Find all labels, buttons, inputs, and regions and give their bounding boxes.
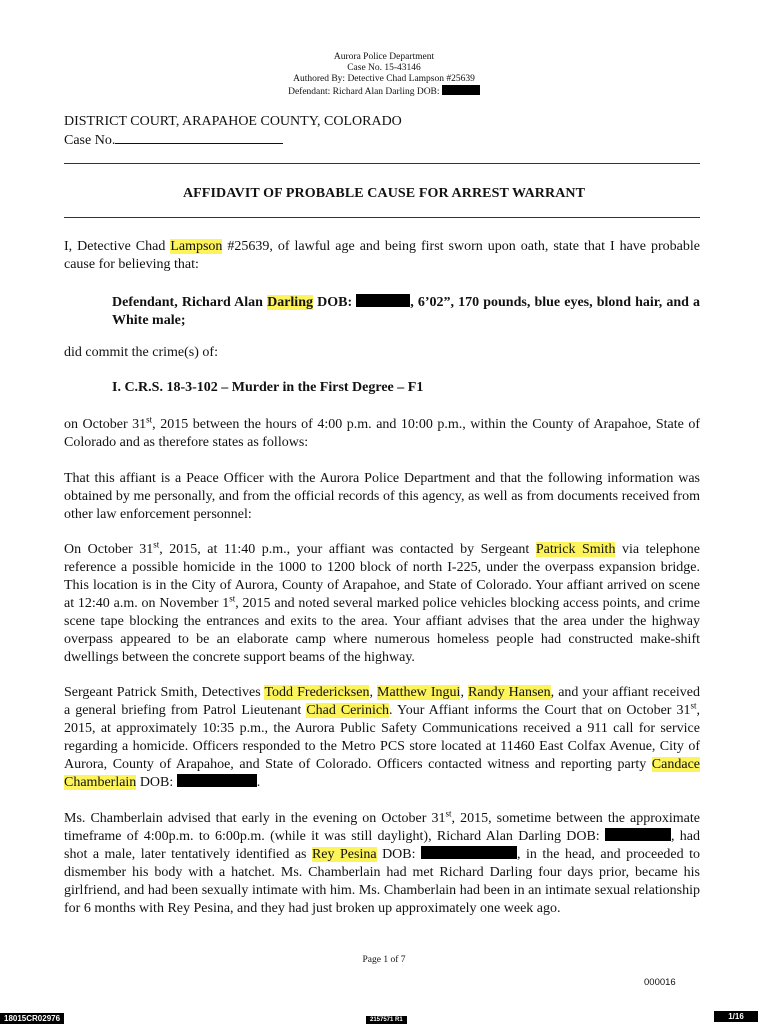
highlighted-name: Matthew Ingui (377, 685, 461, 700)
header-author: Authored By: Detective Chad Lampson #25639 (293, 74, 475, 84)
crime-intro: did commit the crime(s) of: (64, 345, 218, 360)
chamberlain-paragraph: Ms. Chamberlain advised that early in the evening on October 31st, 2015, sometime between the approximate timeframe of 4:00p.m. to 6:00p.m. (while it was still daylight), Richard Alan Darling DOB: , had shot a male, later tentatively identified as Rey Pesina DOB: , in the head, and proceeded to dismember his body with a hatchet. Ms. Chamberlain had met Richard Darling four days prior, became his girlfriend, and had been sexually intimate with him. Ms. Chamberlain had been in an intimate sexual relationship for 6 months with Rey Pesina, and they had just broken up approximately one week ago. (64, 808, 701, 916)
header-defendant: Defendant: Richard Alan Darling DOB: (0, 85, 768, 98)
document-title: AFFIDAVIT OF PROBABLE CAUSE FOR ARREST WARRANT (182, 186, 586, 201)
highlighted-name: Candace Chamberlain (64, 757, 700, 790)
redaction-bar (177, 774, 257, 787)
court-case-number: Case No. (64, 131, 402, 150)
case-stamp-center: 2157571 R1 (366, 1016, 407, 1024)
court-caption (64, 113, 402, 150)
divider-bottom (64, 217, 700, 218)
redaction-bar (356, 294, 410, 307)
header-department: Aurora Police Department (333, 52, 435, 62)
case-stamp-left: 18015CR02976 (0, 1013, 64, 1024)
briefing-paragraph: Sergeant Patrick Smith, Detectives Todd Fredericksen, Matthew Ingui, Randy Hansen, and your affiant received a general briefing from Patrol Lieutenant Chad Cerinich. Your Affiant informs the Court that on October 31st, 2015, at approximately 10:35 p.m., the Aurora Public Safety Communications received a 911 call for service regarding a homicide. Officers responded to the Metro PCS store located at 11460 East Colfax Avenue, City of Aurora, County of Arapahoe, and State of Colorado. Officers contacted witness and reporting party Candace Chamberlain DOB: . (64, 685, 701, 790)
highlighted-name: Todd Fredericksen (264, 685, 370, 700)
case-number-blank (115, 131, 283, 144)
highlighted-name: Patrick Smith (535, 542, 616, 557)
redaction-bar (442, 85, 480, 95)
header-case-number: Case No. 15-43146 (347, 63, 421, 73)
page-number: Page 1 of 7 (362, 955, 406, 965)
highlighted-name: Rey Pesina (311, 847, 377, 862)
offense-date-paragraph: on October 31st, 2015 between the hours of 4:00 p.m. and 10:00 p.m., within the County of Arapahoe, State of Colorado and as therefore states as follows: (64, 414, 701, 450)
opening-statement: I, Detective Chad Lampson #25639, of lawful age and being first sworn upon oath, state that I have probable cause for believing that: (64, 239, 700, 272)
charge-statute: I. C.R.S. 18-3-102 – Murder in the First Degree – F1 (112, 380, 424, 395)
bates-number: 000016 (644, 977, 676, 988)
scene-paragraph: On October 31st, 2015, at 11:40 p.m., your affiant was contacted by Sergeant Patrick Smith via telephone reference a possible homicide in the 1000 to 1200 block of north I-225, under the overpass expansion bridge. This location is in the City of Aurora, County of Arapahoe, and State of Colorado. Your affiant arrived on scene at 12:40 a.m. on November 1st, 2015 and noted several marked police vehicles blocking access points, and crime scene tape blocking the entrances and exits to the area. Your affiant advises that the area under the highway overpass appeared to be an elaborate camp where numerous homeless people had constructed make-shift dwellings between the concrete support beams of the highway. (64, 539, 701, 665)
highlighted-name: Chad Cerinich (306, 703, 390, 718)
redaction-bar (605, 828, 671, 841)
court-name: DISTRICT COURT, ARAPAHOE COUNTY, COLORADO (64, 114, 402, 129)
affiant-paragraph: That this affiant is a Peace Officer with the Aurora Police Department and that the following information was obtained by me personally, and from the official records of this agency, as well as from documents received from other law enforcement personnel: (64, 471, 700, 522)
defendant-description: Defendant, Richard Alan Darling DOB: , 6’02”, 170 pounds, blue eyes, blond hair, and a White male; (112, 295, 701, 328)
divider-top (64, 163, 700, 164)
case-stamp-right: 1/16 (714, 1011, 758, 1022)
redaction-bar (421, 846, 517, 859)
document-header (0, 52, 768, 98)
highlighted-name: Lampson (170, 239, 223, 254)
highlighted-name: Randy Hansen (468, 685, 551, 700)
highlighted-name: Darling (267, 295, 313, 310)
